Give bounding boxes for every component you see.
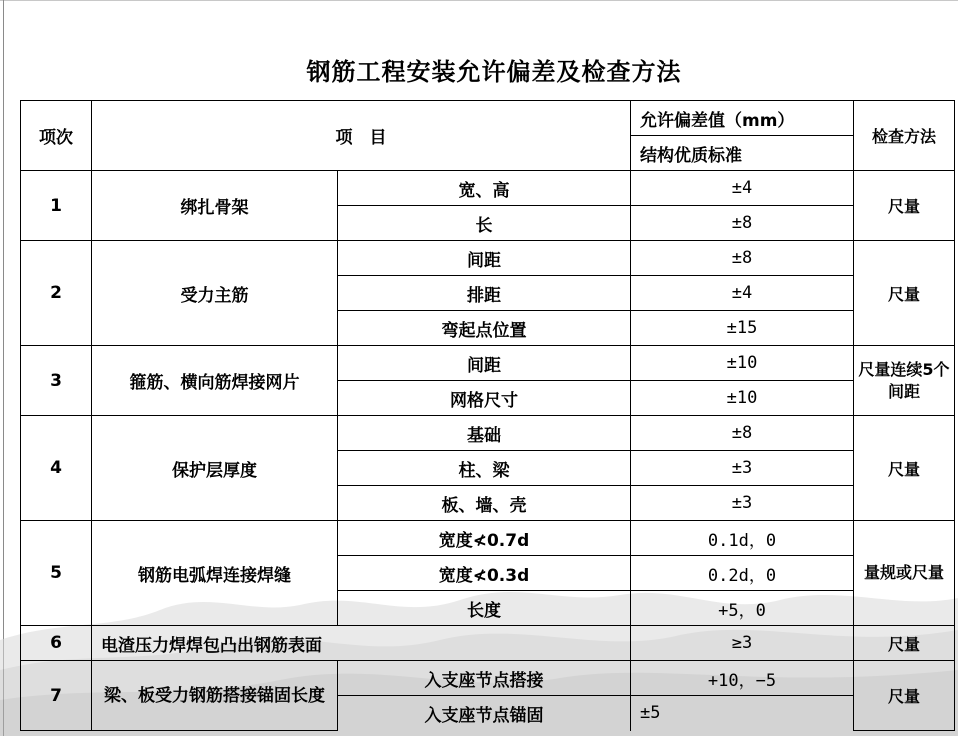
sub-item: 长度 bbox=[338, 591, 631, 626]
sub-item: 入支座节点锚固 bbox=[338, 696, 631, 731]
tolerance-value: ±3 bbox=[631, 451, 854, 486]
table-row bbox=[21, 661, 955, 696]
top-border bbox=[0, 0, 958, 1]
sub-item: 入支座节点搭接 bbox=[338, 661, 631, 696]
row-index: 6 bbox=[21, 626, 92, 661]
row-index: 4 bbox=[21, 416, 92, 521]
sub-item: 柱、梁 bbox=[338, 451, 631, 486]
table-row bbox=[21, 346, 955, 381]
tolerance-value: ±4 bbox=[631, 276, 854, 311]
row-item: 绑扎骨架 bbox=[92, 171, 338, 241]
table-row bbox=[21, 521, 955, 556]
tolerance-value: ±4 bbox=[631, 171, 854, 206]
tolerance-value: ±8 bbox=[631, 241, 854, 276]
sub-item: 板、墙、壳 bbox=[338, 486, 631, 521]
table-row bbox=[21, 171, 955, 206]
sub-item: 宽、高 bbox=[338, 171, 631, 206]
header-tolerance: 允许偏差值（mm） bbox=[631, 101, 854, 136]
page-title: 钢筋工程安装允许偏差及检查方法 bbox=[306, 58, 682, 86]
tolerance-value: ±10 bbox=[631, 346, 854, 381]
sub-item: 弯起点位置 bbox=[338, 311, 631, 346]
tolerance-value: ±8 bbox=[631, 206, 854, 241]
tolerance-value: ±10 bbox=[631, 381, 854, 416]
header-standard: 结构优质标准 bbox=[631, 136, 854, 171]
header-row bbox=[21, 101, 955, 136]
check-method: 尺量 bbox=[854, 661, 955, 731]
sub-item: 长 bbox=[338, 206, 631, 241]
table-row bbox=[21, 241, 955, 276]
sub-item: 排距 bbox=[338, 276, 631, 311]
sub-item: 宽度≮0.7d bbox=[338, 521, 631, 556]
tolerance-value: ≥3 bbox=[631, 626, 854, 661]
check-method: 尺量 bbox=[854, 171, 955, 241]
check-method: 尺量 bbox=[854, 416, 955, 521]
check-method: 尺量 bbox=[854, 241, 955, 346]
row-index: 3 bbox=[21, 346, 92, 416]
tolerance-table bbox=[20, 100, 955, 731]
tolerance-value: ±3 bbox=[631, 486, 854, 521]
table-row bbox=[21, 416, 955, 451]
sub-item: 宽度≮0.3d bbox=[338, 556, 631, 591]
row-index: 7 bbox=[21, 661, 92, 731]
row-item: 保护层厚度 bbox=[92, 416, 338, 521]
row-item: 电渣压力焊焊包凸出钢筋表面 bbox=[92, 626, 631, 661]
row-index: 2 bbox=[21, 241, 92, 346]
row-item: 受力主筋 bbox=[92, 241, 338, 346]
row-item: 钢筋电弧焊连接焊缝 bbox=[92, 521, 338, 626]
row-index: 5 bbox=[21, 521, 92, 626]
tolerance-value: 0.2d，0 bbox=[631, 556, 854, 591]
header-index: 项次 bbox=[21, 101, 92, 171]
sub-item: 间距 bbox=[338, 346, 631, 381]
row-item: 箍筋、横向筋焊接网片 bbox=[92, 346, 338, 416]
tolerance-value: +10，−5 bbox=[631, 661, 854, 696]
header-item: 项 目 bbox=[92, 101, 631, 171]
sub-item: 基础 bbox=[338, 416, 631, 451]
tolerance-value: ±8 bbox=[631, 416, 854, 451]
tolerance-value: ±15 bbox=[631, 311, 854, 346]
tolerance-value: ±5 bbox=[631, 696, 854, 731]
check-method: 量规或尺量 bbox=[854, 521, 955, 626]
check-method: 尺量 bbox=[854, 626, 955, 661]
header-method: 检查方法 bbox=[854, 101, 955, 171]
tolerance-value: +5，0 bbox=[631, 591, 854, 626]
check-method: 尺量连续5个间距 bbox=[854, 346, 955, 416]
row-item: 梁、板受力钢筋搭接锚固长度 bbox=[92, 661, 338, 731]
tolerance-value: 0.1d，0 bbox=[631, 521, 854, 556]
sub-item: 间距 bbox=[338, 241, 631, 276]
sub-item: 网格尺寸 bbox=[338, 381, 631, 416]
row-index: 1 bbox=[21, 171, 92, 241]
table-row bbox=[21, 626, 955, 661]
